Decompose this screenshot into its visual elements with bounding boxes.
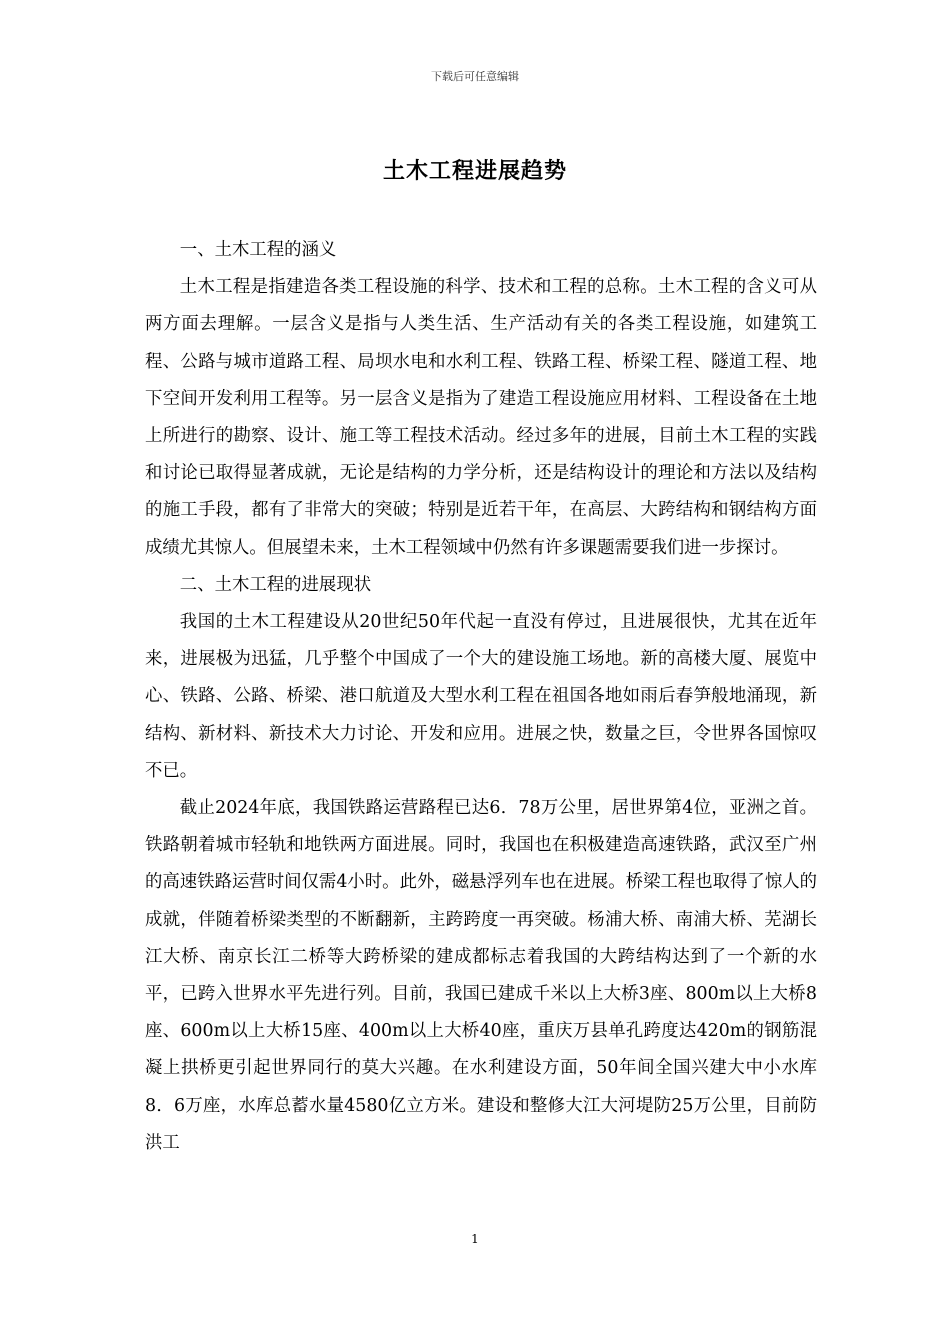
section-heading-2: 二、土木工程的进展现状 [179, 574, 372, 595]
body-paragraph: 土木工程是指建造各类工程设施的科学、技术和工程的总称。土木工程的含义可从两方面去理解。一层含义是指与人类生活、生产活动有关的各类工程设施，如建筑工程、公路与城市道路工程、局坝水电和水利工程、铁路工程、桥梁工程、隧道工程、地下空间开发利用工程等。另一层含义是指为了建造工程设施应用材料、工程设备在土地上所进行的勘察、设计、施工等工程技术活动。经过多年的进展，目前土木工程的实践和讨论已取得显著成就，无论是结构的力学分析，还是结构设计的理论和方法以及结构的施工手段，都有了非常大的突破；特别是近若干年，在高层、大跨结构和钢结构方面成绩尤其惊人。但展望未来，土木工程领域中仍然有许多课题需要我们进一步探讨。 [145, 277, 817, 558]
body-paragraph: 截止2024年底，我国铁路运营路程已达6．78万公里，居世界第4位，亚洲之首。铁路朝着城市轻轨和地铁两方面进展。同时，我国也在积极建造高速铁路，武汉至广州的高速铁路运营时间仅需4小时。此外，磁悬浮列车也在进展。桥梁工程也取得了惊人的成就，伴随着桥梁类型的不断翻新，主跨跨度一再突破。杨浦大桥、南浦大桥、芜湖长江大桥、南京长江二桥等大跨桥梁的建成都标志着我国的大跨结构达到了一个新的水平，已跨入世界水平先进行列。目前，我国已建成千米以上大桥3座、800m以上大桥8座、600m以上大桥15座、400m以上大桥40座，重庆万县单孔跨度达420m的钢筋混凝上拱桥更引起世界同行的莫大兴趣。在水利建设方面，50年间全国兴建大中小水库8．6万座，水库总蓄水量4580亿立方米。建设和整修大江大河堤防25万公里，目前防洪工 [145, 798, 817, 1153]
header-note: 下载后可任意编辑 [431, 70, 519, 83]
document-title: 土木工程进展趋势 [382, 158, 567, 184]
body-paragraph: 我国的土木工程建设从20世纪50年代起一直没有停过，且进展很快，尤其在近年来，进展极为迅猛，几乎整个中国成了一个大的建设施工场地。新的高楼大厦、展览中心、铁路、公路、桥梁、港口航道及大型水利工程在祖国各地如雨后春笋般地涌现，新结构、新材料、新技术大力讨论、开发和应用。进展之快，数量之巨，令世界各国惊叹不已。 [145, 612, 817, 781]
document-body [145, 232, 817, 1162]
section-heading-1: 一、土木工程的涵义 [179, 240, 337, 260]
page-number: 1 [471, 1232, 479, 1246]
